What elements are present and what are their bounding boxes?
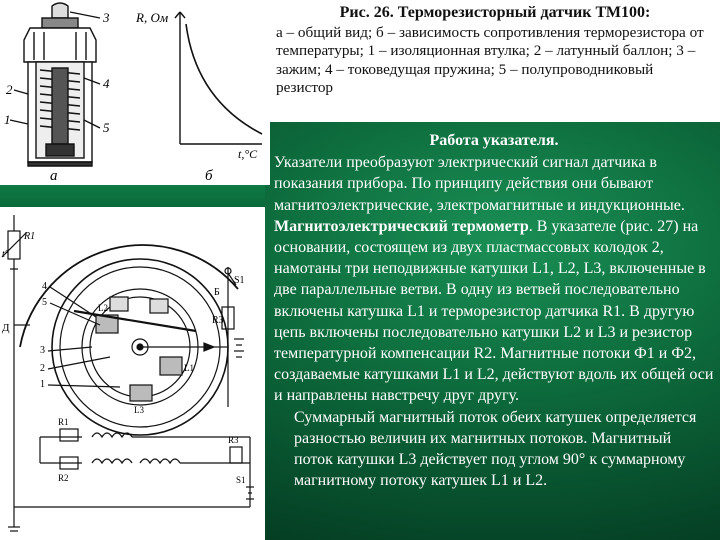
fig26-label-3: 3 [103, 10, 110, 25]
paragraph-1-part-b: . В указателе (рис. 27) на основании, состоящем из двух пластмассовых колодок 2, намотаны три неподвижные катушки L1, L2, L3, включенные в две параллельные ветви. В одну из ветвей последовательно включены катушка L1 и терморезистор датчика R1. В другую цепь включены последовательно катушки L2 и L3 и резистор температурной компенсации R2. Магнитные потоки Ф1 и Ф2, создаваемые катушками L1 и L2, действуют вдоль их общей оси и направлены навстречу друг другу. [274, 217, 714, 405]
fig27-label-r3: R3 [212, 315, 224, 326]
figure-26-drawing [0, 0, 270, 185]
fig26-label-5: 5 [103, 120, 110, 135]
fig27-label-s1-bottom: S1 [236, 475, 246, 485]
fig27-label-5: 5 [42, 297, 47, 308]
fig26-sublabel-a: а [50, 168, 58, 184]
main-text [270, 130, 718, 540]
fig27-label-b: Б [214, 287, 220, 298]
paragraph-1-part-a: Указатели преобразуют электрический сигнал датчика в показания прибора. По принципу действия они бывают магнитоэлектрические, электромагнитные и индукционные. [274, 154, 685, 214]
section-heading: Работа указателя. [429, 132, 559, 149]
fig26-label-2: 2 [6, 82, 13, 97]
fig26-axis-t: t,°C [238, 147, 258, 161]
fig27-label-s1-top: S1 [234, 275, 245, 286]
fig27-label-l1: L1 [184, 363, 194, 373]
indicator-circuit-svg [0, 207, 265, 540]
fig26-label-4: 4 [103, 76, 110, 91]
fig27-label-t: t° [2, 249, 9, 260]
fig27-label-2: 2 [40, 363, 45, 374]
caption-body: а – общий вид; б – зависимость сопротивления терморезистора от температуры; 1 – изоляционная втулка; 2 – латунный баллон; 3 – зажим; 4 – токоведущая пружина; 5 – полупроводниковый резистор [276, 23, 704, 97]
figure-27-drawing [0, 207, 265, 540]
fig27-label-4: 4 [42, 281, 47, 292]
paragraph-2: Суммарный магнитный поток обеих катушек определяется разностью величин их магнитных потоков. Магнитный поток катушки L3 действует под углом 90° к суммарному магнитному потоку катушек L1 и L2. [294, 408, 697, 490]
fig27-label-r2: R2 [58, 473, 69, 483]
figure-caption [270, 0, 720, 122]
paragraph-1-bold: Магнитоэлектрический термометр [274, 217, 529, 235]
fig27-label-l3: L3 [134, 405, 144, 415]
fig27-label-d: Д [2, 322, 10, 334]
fig27-label-r1: R1 [24, 231, 36, 242]
fig27-label-r1-bottom: R1 [58, 417, 69, 427]
fig27-label-r3-bottom: R3 [228, 435, 239, 445]
fig26-axis-r: R, Ом [136, 10, 169, 25]
fig27-label-1: 1 [40, 379, 45, 390]
green-divider [0, 185, 265, 207]
paragraph-1 [274, 152, 714, 406]
fig27-label-l2: L2 [98, 303, 108, 313]
fig27-label-3: 3 [40, 345, 45, 356]
fig26-sublabel-b: б [205, 168, 213, 184]
fig26-label-1: 1 [4, 112, 11, 127]
caption-title: Рис. 26. Терморезисторный датчик ТМ100: [339, 4, 651, 21]
sensor-and-graph-svg [0, 0, 270, 185]
